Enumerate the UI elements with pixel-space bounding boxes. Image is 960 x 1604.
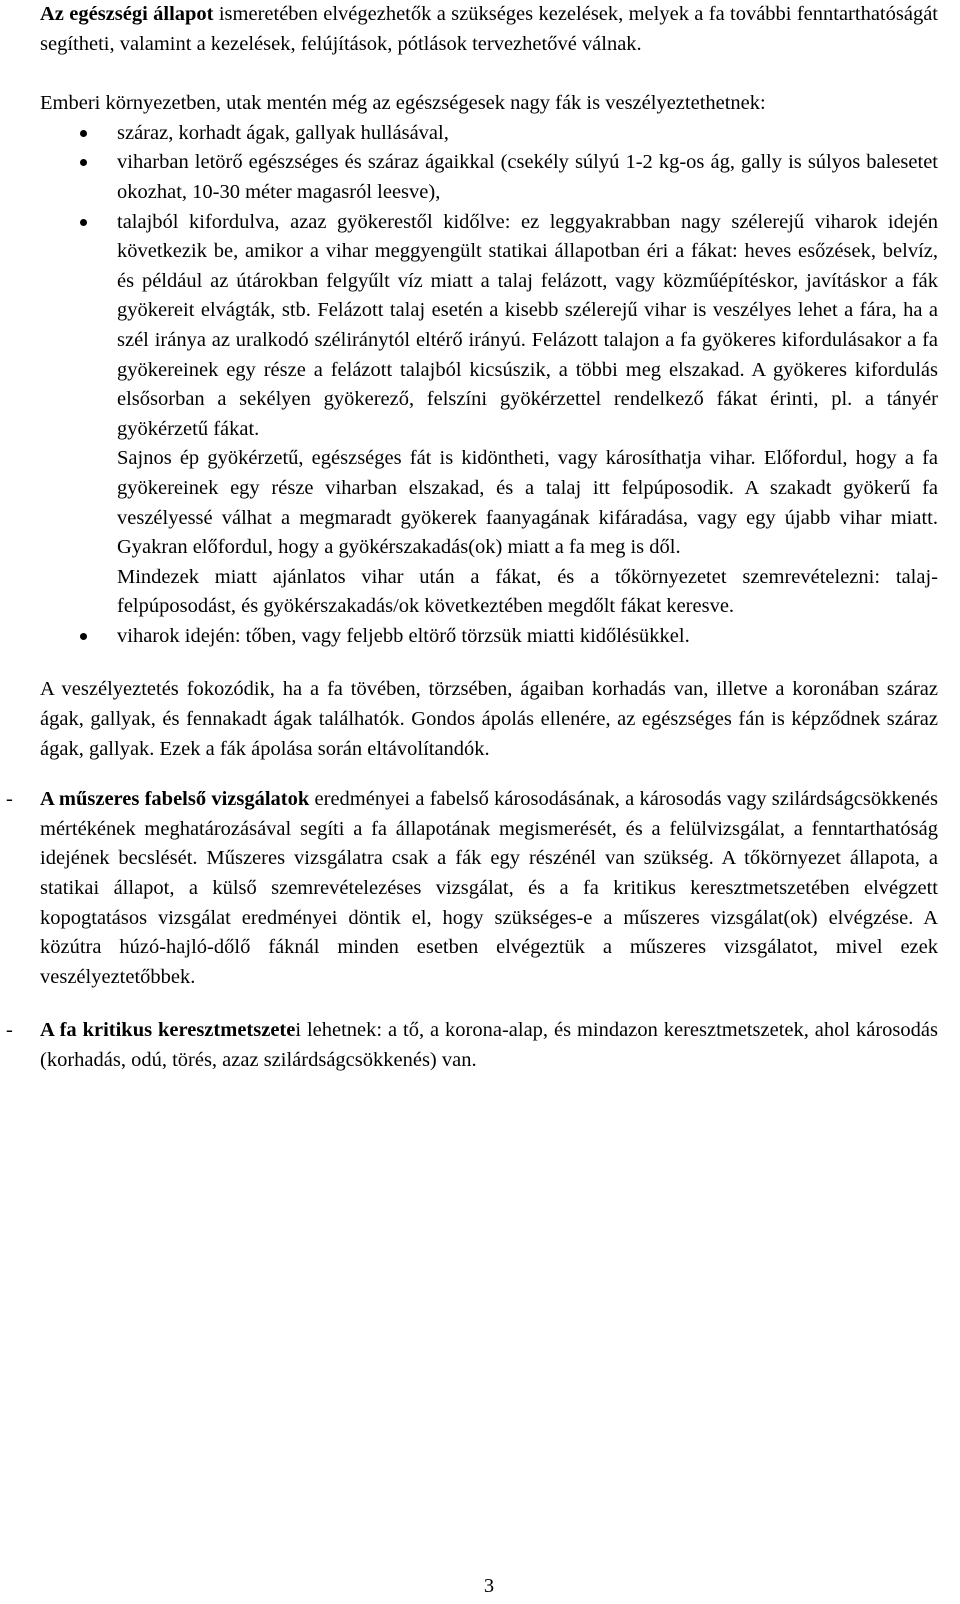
list-item-text: talajból kifordulva, azaz gyökerestől kidőlve: ez leggyakrabban nagy szélerejű viharok idején következik be, amikor a vihar meggyengült statikai állapotban éri a fákat: heves esőzések, belvíz, és például az útárokban felgyűlt víz miatt a talaj felázott, vagy közműépítéskor, javításkor a fák gyökereit elvágták, stb. Felázott talaj esetén a kisebb szélerejű vihar is veszélyes lehet a fára, ha a szél iránya az uralkodó széliránytól eltérő irányú. Felázott talajon a fa gyökeres kifordulásakor a fa gyökereinek egy része a felázott talajból kicsúszik, a többi meg elszakad. A gyökeres kifordulás elsősorban a sekélyen gyökerező, felszíni gyökérzettel rendelkező fákat érinti, pl. a tányér gyökérzetű fákat. [117,210,938,440]
bullet-icon [80,159,87,166]
bold-term-critical-cross-section: A fa kritikus keresztmetszete [40,1019,296,1042]
paragraph-health-status [40,0,938,59]
bullet-icon [80,633,87,640]
list-item [40,148,938,207]
dash-marker: - [6,788,13,811]
paragraph-text: eredményei a fabelső károsodásának, a károsodás vagy szilárdságcsökkenés mértékének meghatározásával segíti a fa állapotának megismerését, és a felülvizsgálat, a fenntarthatóság idejének becslését. Műszeres vizsgálatra csak a fák egy részénél van szükség. A tőkörnyezet állapota, a statikai állapot, a külső szemrevételezéses vizsgálat, és a fa kritikus keresztmetszetében elvégzett kopogtatásos vizsgálat eredményei döntik el, hogy szükséges-e a műszeres vizsgálat(ok) elvégzése. A közútra húzó-hajló-dőlő fáknál minden esetben elvégeztük a műszeres vizsgálatot, mivel ezek veszélyeztetőbbek. [40,788,938,988]
hazard-list [40,119,938,652]
paragraph-instrumental-tests [40,785,938,992]
bold-term-instrumental-tests: A műszeres fabelső vizsgálatok [40,788,310,811]
list-item [40,622,938,652]
dash-section-critical-cross-section [6,1016,938,1075]
paragraph-risk-increase: A veszélyeztetés fokozódik, ha a fa tövében, törzsében, ágaiban korhadás van, illetve a koronában száraz ágak, gallyak, és fennakadt ágak találhatók. Gondos ápolás ellenére, az egészséges fán is képződnek száraz ágak, gallyak. Ezek a fák ápolása során eltávolítandók. [40,678,938,760]
page-number: 3 [483,1575,495,1597]
paragraph-text: ismeretében elvégezhetők a szükséges kezelések, melyek a fa további fenntarthatóságát segítheti, valamint a kezelések, felújítások, pótlások tervezhetővé válnak. [40,3,938,55]
bold-term-health-status: Az egészségi állapot [40,3,214,25]
dash-marker: - [6,1019,13,1042]
list-item-continuation: Mindezek miatt ajánlatos vihar után a fákat, és a tőkörnyezetet szemrevételezni: talaj-felpúposodást, és gyökérszakadás/ok következtében megdőlt fákat keresve. [117,565,938,618]
bullet-icon [80,219,87,226]
list-item-text: viharok idején: tőben, vagy feljebb eltörő törzsük miatti kidőlésükkel. [117,624,690,647]
paragraph-urban-environment: Emberi környezetben, utak mentén még az egészségesek nagy fák is veszélyeztethetnek: [40,92,766,115]
dash-section-instrumental-tests [6,785,938,992]
document-page [6,0,938,1597]
list-item-continuation: Sajnos ép gyökérzetű, egészséges fát is kidöntheti, vagy károsíthatja vihar. Előfordul, hogy a fa gyökereinek egy része viharban elszakad, és a talaj itt felpúposodik. A szakadt gyökerű fa veszélyessé válhat a megmaradt gyökerek faanyagának kifáradása, vagy egy újabb vihar miatt. Gyakran előfordul, hogy a gyökérszakadás(ok) miatt a fa meg is dől. [117,447,938,559]
paragraph-critical-cross-section [40,1016,938,1075]
bullet-icon [80,130,87,137]
list-item [40,208,938,622]
list-item [40,119,938,149]
list-item-text: száraz, korhadt ágak, gallyak hullásával, [117,121,449,144]
paragraph-text: i lehetnek: a tő, a korona-alap, és mindazon keresztmetszetek, ahol károsodás (korhadás, odú, törés, azaz szilárdságcsökkenés) van. [40,1019,938,1071]
list-item-text: viharban letörő egészséges és száraz ágaikkal (csekély súlyú 1-2 kg-os ág, gally is súlyos balesetet okozhat, 10-30 méter magasról leesve), [117,151,938,203]
